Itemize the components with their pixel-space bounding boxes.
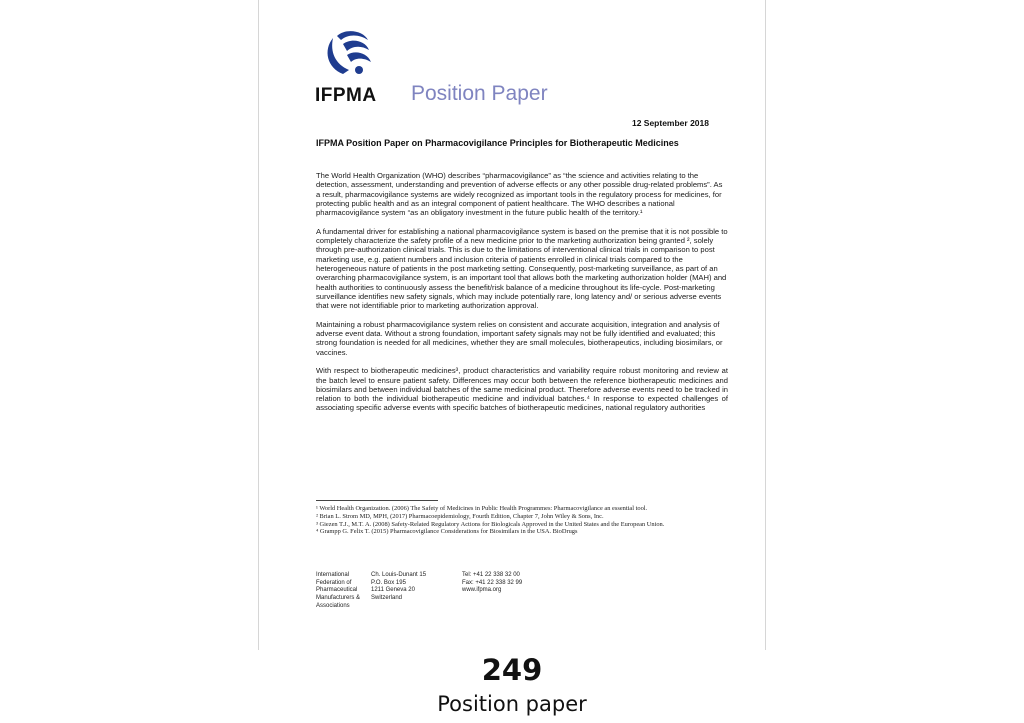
- address-line: Switzerland: [371, 595, 403, 602]
- address-line: Ch. Louis-Dunant 15: [371, 572, 427, 578]
- address-street: [371, 572, 461, 603]
- address-contact: [462, 572, 572, 595]
- paragraph-4: With respect to biotherapeutic medicines³, product characteristics and variability require robust monitoring and review at the batch level to ensure patient safety. Differences may occur both between the reference biotherapeutic medicines and biosimilars and between individual batches of the same medicinal product. Therefore adverse events need to be tracked in relation to both the individual biotherapeutic medicine and individual batches.⁴ In response to expected challenges of associating specific adverse events with specific batches of biotherapeutic medicines, national regulatory authorities: [316, 366, 728, 413]
- address-line: Fax: +41 22 338 32 99: [462, 579, 523, 586]
- address-line: www.ifpma.org: [462, 587, 502, 594]
- footnote-divider: [316, 500, 438, 501]
- slide-number: 249: [481, 653, 543, 687]
- footnote-4: ⁴ Grampp G. Felix T. (2015) Pharmacovigilance Considerations for Biosimilars in the USA. BioDrugs: [316, 528, 578, 536]
- footnotes: [316, 505, 728, 536]
- address-line: International: [316, 572, 350, 578]
- header-title: Position Paper: [411, 82, 548, 105]
- document-title: IFPMA Position Paper on Pharmacovigilance Principles for Biotherapeutic Medicines: [316, 138, 679, 148]
- paragraph-1: The World Health Organization (WHO) describes “pharmacovigilance” as “the science and activities relating to the detection, assessment, understanding and prevention of adverse effects or any other possible drug-related problems”. As a result, pharmacovigilance systems are widely recognized as important tools in the regulatory process for medicines, for protecting public health and as an integral component of patient healthcare. The WHO describes a national pharmacovigilance system “as an obligatory investment in the future public health of the territory.¹: [316, 171, 723, 218]
- document-date: 12 September 2018: [631, 118, 709, 128]
- document-page: [258, 0, 766, 650]
- footnote-3: ³ Giezen T.J., M.T. A. (2008) Safety-Related Regulatory Actions for Biologicals Approved in the United States and the European Union.: [316, 520, 665, 528]
- footnote-2: ² Brian L. Strom MD, MPH, (2017) Pharmacoepidemiology, Fourth Edition, Chapter 7, John Wiley & Sons, Inc.: [316, 512, 604, 520]
- address-line: Tel: +41 22 338 32 00: [462, 572, 520, 578]
- address-line: Manufacturers &: [316, 595, 361, 602]
- address-organization: [316, 572, 371, 611]
- document-body: [316, 171, 728, 422]
- address-line: 1211 Geneva 20: [371, 587, 415, 594]
- address-line: P.O. Box 195: [371, 579, 406, 586]
- slide-caption: Position paper: [437, 692, 587, 716]
- footnote-1: ¹ World Health Organization. (2006) The Safety of Medicines in Public Health Programmes: Pharmacovigilance an essential tool.: [316, 505, 648, 512]
- address-line: Federation of: [316, 579, 352, 586]
- ifpma-logo-text: IFPMA: [315, 85, 377, 106]
- address-line: Associations: [316, 602, 350, 609]
- ifpma-logo-icon: [321, 28, 373, 76]
- paragraph-3: Maintaining a robust pharmacovigilance system relies on consistent and accurate acquisition, integration and analysis of adverse event data. Without a strong foundation, important safety signals may not be fully identified and evaluated; this strong foundation is needed for all medicines, whether they are small molecules, biotherapeutics, including biosimilars, or vaccines.: [316, 319, 723, 357]
- paragraph-2: A fundamental driver for establishing a national pharmacovigilance system is based on the premise that it is not possible to completely characterize the safety profile of a new medicine prior to the marketing authorization being granted ², solely through pre-authorization clinical trials. This is due to the limitations of interventional clinical trials in comparison to post marketing use, e.g. patient numbers and inclusion criteria of patients enrolled in clinical trials compared to the heterogeneous nature of patients in the post marketing setting. Consequently, post-marketing surveillance, as part of an overarching pharmacovigilance system, is an important tool that allows both the marketing authorization holder (MAH) and health authorities to continuously assess the benefit/risk balance of a medicine throughout its life-cycle. Post-marketing surveillance identifies new safety signals, which may include potentially rare, long latency and/ or serious adverse events that were not identifiable prior to marketing authorization approval.: [316, 226, 728, 311]
- address-line: Pharmaceutical: [316, 587, 358, 594]
